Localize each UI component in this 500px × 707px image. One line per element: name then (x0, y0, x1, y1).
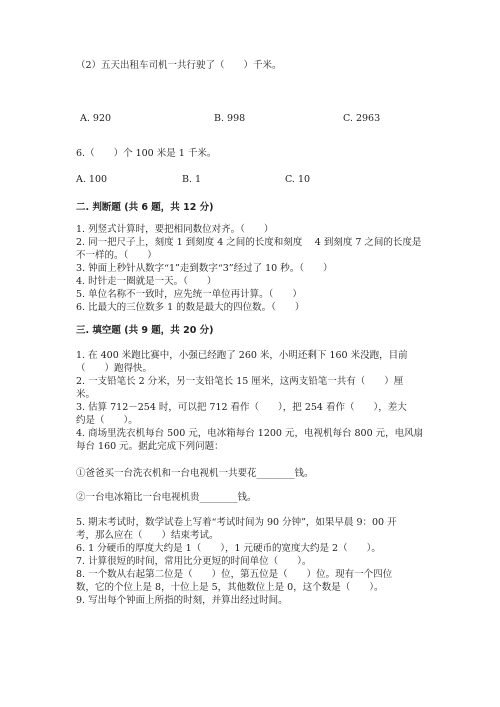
list-item: 9. 写出每个钟面上所指的时刻，并算出经过时间。 (76, 595, 288, 606)
list-item: 6. 1 分硬币的厚度大约是 1（ ），1 元硬币的宽度大约是 2（ ）。 (76, 543, 381, 554)
list-item: 7. 计算很短的时间，常用比分更短的时间单位（ ）。 (76, 556, 312, 567)
list-item: 每台 160 元。据此完成下列问题： (76, 441, 224, 452)
list-item: ②一台电冰箱比一台电视机贵________钱。 (76, 492, 257, 503)
list-item: 米。 (76, 389, 96, 400)
option-b: B. 998 (214, 113, 246, 124)
option-c: C. 10 (285, 174, 311, 185)
section-heading-fill: 三. 填空题 (共 9 题，共 20 分) (76, 325, 214, 336)
list-item: 不一样的。（ ） (76, 250, 157, 261)
section-heading-judge: 二. 判断题 (共 6 题，共 12 分) (76, 202, 214, 213)
question-stem: （2）五天出租车司机一共行驶了（ ）千米。 (76, 60, 282, 71)
list-item: 1. 在 400 米跑比赛中，小强已经跑了 260 米，小明还剩下 160 米没跑，目前 (76, 350, 408, 361)
list-item: 5. 单位名称不一致时，应先统一单位再计算。（ ） (76, 289, 302, 300)
list-item: 3. 钟面上秒针从数字“1”走到数字“3”经过了 10 秒。（ ） (76, 263, 333, 274)
list-item: 2. 同一把尺子上，刻度 1 到刻度 4 之间的长度和刻度 4 到刻度 7 之间的长度是 (76, 237, 422, 248)
list-item: 约是（ ）。 (76, 415, 138, 426)
list-item: 8. 一个数从右起第二位是（ ）位，第五位是（ ）位。现有一个四位 (76, 569, 393, 580)
list-item: 5. 期末考试时，数学试卷上写着“考试时间为 90 分钟”，如果早晨 9：00 开 (76, 517, 397, 528)
option-b: B. 1 (182, 174, 202, 185)
option-c: C. 2963 (343, 113, 381, 124)
list-item: 考，那么应在（ ）结束考试。 (76, 530, 219, 541)
list-item: 2. 一支铅笔长 2 分米，另一支铅笔长 15 厘米，这两支铅笔一共有（ ）厘 (76, 376, 404, 387)
list-item: ①爸爸买一台洗衣机和一台电视机一共要花________钱。 (76, 468, 314, 479)
list-item: 4. 商场里洗衣机每台 500 元，电冰箱每台 1200 元，电视机每台 800 元，电风扇 (76, 428, 424, 439)
option-a: A. 100 (76, 174, 108, 185)
list-item: 3. 估算 712－254 时，可以把 712 看作（ ），把 254 看作（ ），差大 (76, 402, 407, 413)
list-item: 数，它的个位上是 8，十位上是 5，其他数位上是 0，这个数是（ ）。 (76, 582, 384, 593)
list-item: 1. 列竖式计算时，要把相同数位对齐。（ ） (76, 224, 274, 235)
list-item: 4. 时针走一圈就是一天。（ ） (76, 276, 217, 287)
question-stem: 6.（ ）个 100 米是 1 千米。 (76, 148, 217, 159)
option-a: A. 920 (80, 113, 112, 124)
list-item: 6. 比最大的三位数多 1 的数是最大的四位数。（ ） (76, 302, 305, 313)
list-item: （ ）跑得快。 (76, 363, 153, 374)
